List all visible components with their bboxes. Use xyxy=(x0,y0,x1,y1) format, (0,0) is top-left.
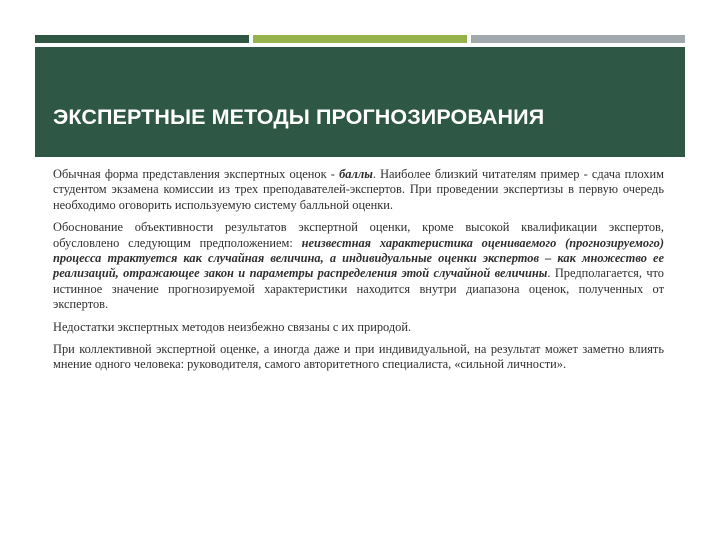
accent-bar-gray xyxy=(471,35,685,43)
paragraph-3: Недостатки экспертных методов неизбежно связаны с их природой. xyxy=(53,319,412,334)
paragraph-1 xyxy=(53,167,664,213)
slide-title: ЭКСПЕРТНЫЕ МЕТОДЫ ПРОГНОЗИРОВАНИЯ xyxy=(53,105,545,129)
paragraph-4: При коллективной экспертной оценке, а иногда даже и при индивидуальной, на результат может заметно влиять мнение одного человека: руководителя, самого авторитетного специалиста, «сильной личности». xyxy=(53,342,664,372)
title-panel xyxy=(35,47,685,157)
paragraph-1-text-b: . Наиболее близкий читателям пример - сдача плохим студентом экзамена комиссии из трех преподавателей-экспертов. При проведении экспертизы в первую очередь необходимо оговорить используемую систему балльной оценки. xyxy=(53,167,664,212)
paragraph-1-text-a: Обычная форма представления экспертных оценок - xyxy=(53,167,340,181)
top-accent-bars xyxy=(35,35,685,43)
paragraph-2-text-a: Обоснование объективности результатов экспертной оценки, кроме высокой квалификации экспертов, обусловлено следующим предположением: xyxy=(53,220,664,250)
paragraph-2-text-b: . Предполагается, что истинное значение прогнозируемой характеристики находится внутри диапазона оценок, полученных от экспертов. xyxy=(53,266,665,312)
paragraph-2 xyxy=(53,220,664,312)
slide-body xyxy=(53,167,664,380)
paragraph-1-emphasis: баллы xyxy=(339,167,373,181)
accent-bar-light-green xyxy=(253,35,467,43)
accent-bar-dark-green xyxy=(35,35,249,43)
paragraph-2-emphasis: неизвестная характеристика оцениваемого (прогнозируемого) процесса трактуется как случайная величина, а индивидуальные оценки экспертов – как множество ее реализаций, отражающее закон и параметры распределения этой случайной величины xyxy=(53,235,664,281)
